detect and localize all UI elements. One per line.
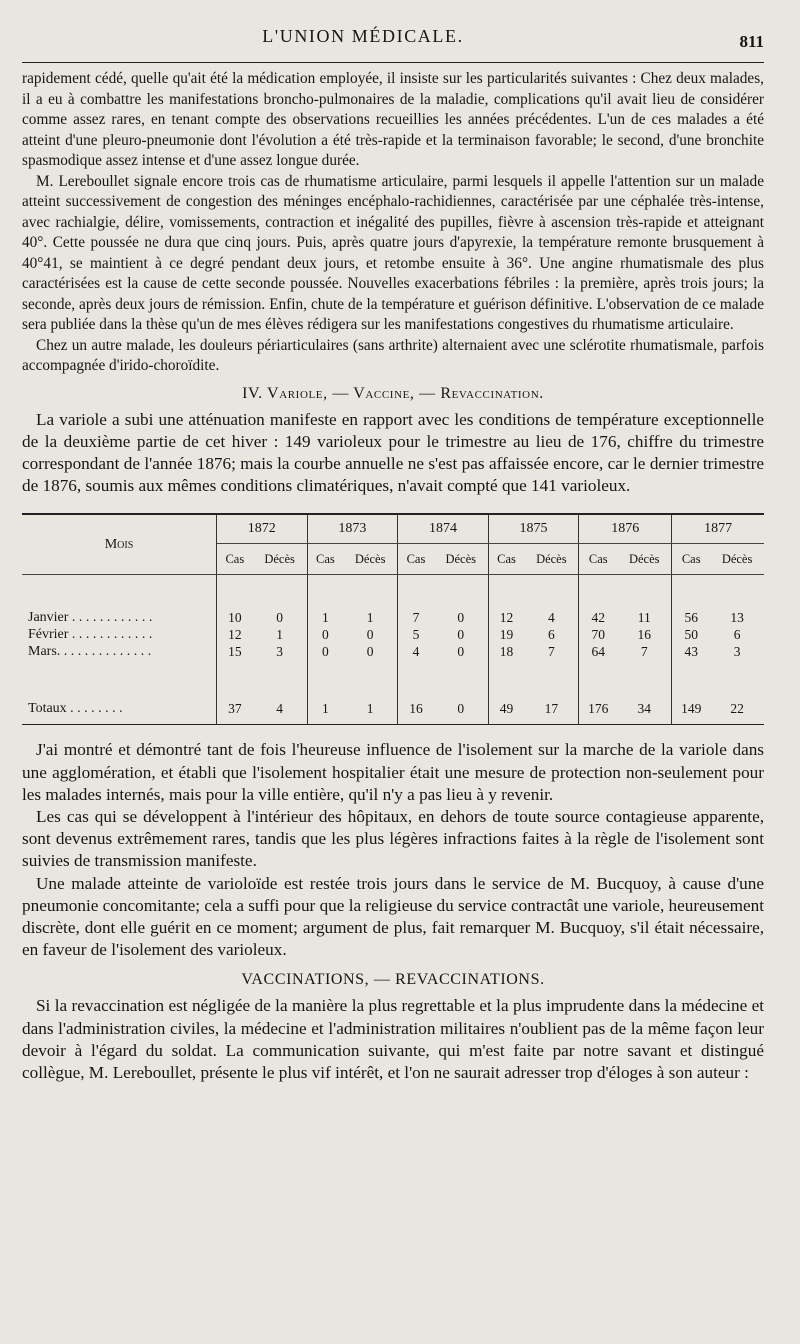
column-header-deces: Décès bbox=[617, 544, 671, 575]
isolement-section bbox=[22, 739, 764, 961]
row-label: Février . . . . . . . . . . . . bbox=[22, 626, 217, 643]
paragraph: M. Lereboullet signale encore trois cas de rhumatisme articulaire, parmi lesquels il appelle l'attention sur un malade atteint successivement de congestion des méninges encéphalo-rachidiennes, caractérisée par une céphalée très-intense, avec rachialgie, délire, vomissements, contraction et inégalité des pupilles, fièvre à ascension très-rapide et atteignant 40°. Cette poussée ne dura que cinq jours. Puis, après quatre jours d'apyrexie, la température remonte brusquement à 40°41, se maintient à ce degré pendant deux jours, et retombe ensuite à 36°. Une angine rhumatismale des plus caractérisées est la cause de cette seconde poussée. Nouvelles exacerbations fébriles : la première, après trois jours; la seconde, après deux jours de rémission. Enfin, chute de la température et guérison définitive. L'observation de ce malade sera publiée dans la thèse qu'un de mes élèves rédigera sur les manifestations congestives du rhumatisme articulaire. bbox=[22, 172, 764, 333]
header-rule bbox=[22, 62, 764, 63]
table-cell: 19 bbox=[488, 626, 524, 643]
table-cell: 4 bbox=[276, 701, 283, 717]
column-header-deces: Décès bbox=[253, 544, 307, 575]
table-cell: 42 bbox=[579, 609, 617, 626]
table-year-row bbox=[22, 514, 764, 544]
column-header-year: 1876 bbox=[579, 514, 672, 544]
column-header-cas: Cas bbox=[217, 544, 253, 575]
table-row bbox=[22, 609, 764, 626]
table-cell: 1 bbox=[307, 609, 343, 626]
column-header-year: 1877 bbox=[672, 514, 764, 544]
section-heading: IV. Variole, — Vaccine, — Revaccination. bbox=[242, 384, 544, 402]
table-cell: 6 bbox=[733, 626, 741, 642]
variole-section bbox=[22, 409, 764, 498]
table-cell: 0 bbox=[457, 609, 465, 625]
table-cell: 3 bbox=[276, 643, 283, 659]
table-cell: 22 bbox=[730, 701, 744, 717]
table-cell: 0 bbox=[307, 643, 343, 660]
row-label: Mars. . . . . . . . . . . . . . bbox=[22, 643, 217, 660]
column-header-year: 1874 bbox=[398, 514, 489, 544]
column-header-cas: Cas bbox=[488, 544, 524, 575]
table-cell: 0 bbox=[457, 643, 465, 659]
table-row bbox=[22, 643, 764, 660]
table-cell: 176 bbox=[579, 694, 617, 725]
table-cell: 1 bbox=[366, 609, 374, 625]
table-cell: 18 bbox=[488, 643, 524, 660]
table-cell: 0 bbox=[307, 626, 343, 643]
table-cell: 7 bbox=[640, 643, 648, 659]
table-cell: 4 bbox=[547, 609, 555, 625]
page-number: 811 bbox=[739, 32, 764, 51]
paragraph: Si la revaccination est négligée de la manière la plus regrettable et la plus imprudente dans la médecine et dans l'administration civiles, la médecine et l'administration militaires n'oublient pas de la même façon leur devoir à l'égard du soldat. La communication suivante, qui m'est faite par notre savant et distingué collègue, M. Lereboullet, présente le plus vif intérêt, et l'on ne saurait adresser trop d'éloges à son auteur : bbox=[22, 996, 764, 1082]
table-cell: 50 bbox=[672, 626, 710, 643]
paragraph: La variole a subi une atténuation manifeste en rapport avec les conditions de température exceptionnelle de la deuxième partie de cet hiver : 149 varioleux pour le trimestre au lieu de 176, chiffre du trimestre correspondant de l'année 1876; mais la courbe annuelle ne s'est pas affaissée encore, car le dernier trimestre de 1876, soumis aux mêmes conditions climatériques, n'avait compté que 141 varioleux. bbox=[22, 409, 764, 496]
table-cell: 49 bbox=[488, 694, 524, 725]
table-cell: 0 bbox=[457, 626, 465, 642]
table-spacer-row bbox=[22, 660, 764, 694]
table-cell: 0 bbox=[366, 643, 374, 659]
column-header-cas: Cas bbox=[672, 544, 710, 575]
section-heading: VACCINATIONS, — REVACCINATIONS. bbox=[241, 971, 545, 989]
table-cell: 3 bbox=[733, 643, 741, 659]
table-cell: 6 bbox=[547, 626, 555, 642]
table-cell: 34 bbox=[637, 701, 651, 717]
column-header-deces: Décès bbox=[710, 544, 764, 575]
variole-statistics-table bbox=[22, 513, 764, 725]
column-header-cas: Cas bbox=[579, 544, 617, 575]
table-cell: 12 bbox=[217, 626, 253, 643]
paragraph: Les cas qui se développent à l'intérieur des hôpitaux, en dehors de toute source contagieuse apparente, sont devenus extrêmement rares, tandis que les plus légères infractions faites à la règle de l'isolement sont suivies de transmission manifeste. bbox=[22, 806, 764, 871]
table-cell: 7 bbox=[547, 643, 555, 659]
table-cell: 11 bbox=[637, 609, 651, 625]
column-header-cas: Cas bbox=[398, 544, 434, 575]
table-total-row bbox=[22, 694, 764, 725]
table-cell: 1 bbox=[307, 694, 343, 725]
table-cell: 0 bbox=[366, 626, 374, 642]
paragraph: Une malade atteinte de varioloïde est restée trois jours dans le service de M. Bucquoy, à cause d'une pneumonie concomitante; cela a suffi pour que la religieuse du service contractât une variole, heureusement discrète, dont elle guérit en ce moment; argument de plus, fait remarquer M. Bucquoy, s'il était nécessaire, en faveur de l'isolement des varioleux. bbox=[22, 873, 764, 960]
table-cell: 4 bbox=[398, 643, 434, 660]
table-cell: 37 bbox=[217, 694, 253, 725]
intro-section bbox=[22, 69, 764, 377]
running-title: L'UNION MÉDICALE. bbox=[262, 26, 464, 46]
column-header-deces: Décès bbox=[434, 544, 488, 575]
table-cell: 0 bbox=[276, 609, 283, 625]
paragraph: rapidement cédé, quelle qu'ait été la médication employée, il insiste sur les particularités suivantes : Chez deux malades, il a eu à combattre les manifestations broncho-pulmonaires de la maladie, complications qu'il avait lieu de considérer comme assez rares, en tenant compte des observations recueillies les années précédentes. L'un de ces malades a été atteint d'une pleuro-pneumonie dont l'évolution a été très-rapide et la terminaison favorable; le second, d'une bronchite spasmodique assez intense et d'une assez longue durée. bbox=[22, 70, 764, 169]
table-cell: 1 bbox=[366, 701, 374, 717]
table-cell: 16 bbox=[398, 694, 434, 725]
column-header-year: 1872 bbox=[217, 514, 308, 544]
column-header-deces: Décès bbox=[343, 544, 397, 575]
column-header-deces: Décès bbox=[524, 544, 578, 575]
column-header-year: 1875 bbox=[488, 514, 579, 544]
column-header-year: 1873 bbox=[307, 514, 398, 544]
column-header-mois: Mois bbox=[22, 514, 217, 575]
vaccinations-section bbox=[22, 995, 764, 1084]
table-cell: 13 bbox=[730, 609, 744, 625]
row-label: Totaux . . . . . . . . bbox=[22, 694, 217, 725]
table-row bbox=[22, 626, 764, 643]
table-cell: 10 bbox=[217, 609, 253, 626]
table-cell: 16 bbox=[637, 626, 651, 642]
table-cell: 43 bbox=[672, 643, 710, 660]
table-cell: 5 bbox=[398, 626, 434, 643]
paragraph: J'ai montré et démontré tant de fois l'heureuse influence de l'isolement sur la marche de la variole dans une agglomération, et établi que l'isolement hospitalier était une mesure de protection non-seulement pour les malades internés, mais pour la ville entière, qu'il n'y a pas lieu à y revenir. bbox=[22, 740, 764, 804]
table-cell: 17 bbox=[544, 701, 559, 717]
table-cell: 15 bbox=[217, 643, 253, 660]
table-cell: 70 bbox=[579, 626, 617, 643]
table-cell: 12 bbox=[488, 609, 524, 626]
row-label: Janvier . . . . . . . . . . . . bbox=[22, 609, 217, 626]
page-header bbox=[22, 22, 764, 62]
table-cell: 0 bbox=[457, 701, 465, 717]
table-cell: 56 bbox=[672, 609, 710, 626]
table-cell: 7 bbox=[398, 609, 434, 626]
table-cell: 1 bbox=[276, 626, 283, 642]
table-cell: 64 bbox=[579, 643, 617, 660]
column-header-cas: Cas bbox=[307, 544, 343, 575]
paragraph: Chez un autre malade, les douleurs périarticulaires (sans arthrite) alternaient avec une sclérotite rhumatismale, parfois accompagnée d'irido-choroïdite. bbox=[22, 336, 764, 374]
table-cell: 149 bbox=[672, 694, 710, 725]
table-spacer-row bbox=[22, 575, 764, 610]
